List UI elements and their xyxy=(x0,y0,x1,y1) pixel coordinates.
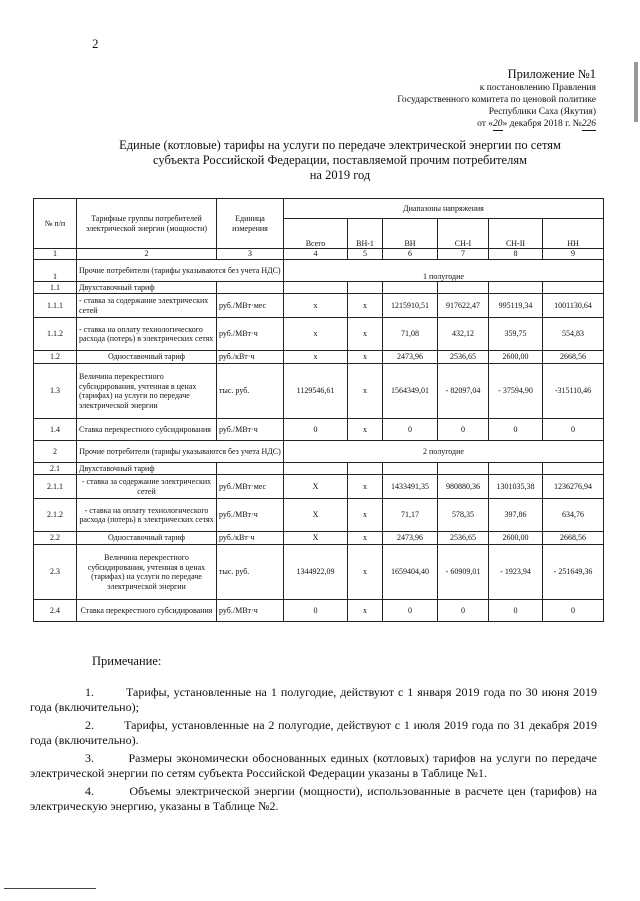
table-row xyxy=(34,499,604,532)
cell-sn1: 432,12 xyxy=(438,318,489,351)
notes-section xyxy=(30,654,597,817)
cell-total: Х xyxy=(284,475,348,499)
index-cell: 1 xyxy=(34,249,77,260)
cell-nn: 1236276,94 xyxy=(543,475,604,499)
cell-total: х xyxy=(284,351,348,364)
cell-sn2: 359,75 xyxy=(489,318,543,351)
row-num: 2.2 xyxy=(34,532,77,545)
appendix-block xyxy=(296,66,596,131)
document-title xyxy=(80,138,600,183)
cell-vn: 1659404,40 xyxy=(383,545,438,600)
row-num: 1.1.1 xyxy=(34,294,77,318)
cell-vn: 1215910,51 xyxy=(383,294,438,318)
row-num: 2.1 xyxy=(34,463,77,475)
appendix-line-1: к постановлению Правления xyxy=(479,83,596,93)
header-total: Всего xyxy=(284,219,348,249)
header-row xyxy=(34,199,604,219)
tariff-table xyxy=(33,198,604,622)
index-cell: 4 xyxy=(284,249,348,260)
two-part-row xyxy=(34,463,604,475)
cell-vn: 2473,96 xyxy=(383,351,438,364)
date-day: 20 xyxy=(493,119,503,129)
header-ranges: Диапазоны напряжения xyxy=(284,199,604,219)
cell-vn1: х xyxy=(348,532,383,545)
note-item: 1. Тарифы, установленные на 1 полугодие, действуют с 1 января 2019 года по 30 июня 2019 года (включительно); xyxy=(30,685,597,714)
cell-vn1: х xyxy=(348,318,383,351)
cell-nn: 634,76 xyxy=(543,499,604,532)
row-name: Ставка перекрестного субсидирования xyxy=(77,419,217,441)
table-row xyxy=(34,600,604,622)
row-name: - ставка на оплату технологического расхода (потерь) в электрических сетях xyxy=(77,499,217,532)
row-name: Ставка перекрестного субсидирования xyxy=(77,600,217,622)
index-cell: 6 xyxy=(383,249,438,260)
header-sn1: СН-I xyxy=(438,219,489,249)
row-unit: руб./кВт·ч xyxy=(217,532,284,545)
cell-sn1: - 82097,04 xyxy=(438,364,489,419)
section-name: Прочие потребители (тарифы указываются без учета НДС) xyxy=(77,260,284,282)
cell-sn1: - 60909,01 xyxy=(438,545,489,600)
index-cell: 5 xyxy=(348,249,383,260)
title-line-2: субъекта Российской Федерации, поставляемой прочим потребителям xyxy=(153,153,527,167)
cell-total: 1129546,61 xyxy=(284,364,348,419)
cell-vn: 1433491,35 xyxy=(383,475,438,499)
row-num: 2.3 xyxy=(34,545,77,600)
cell-nn: - 251649,36 xyxy=(543,545,604,600)
cell-sn1: 917622,47 xyxy=(438,294,489,318)
cell-nn: 2668,56 xyxy=(543,532,604,545)
header-unit: Единица измерения xyxy=(217,199,284,249)
cell-nn: -315110,46 xyxy=(543,364,604,419)
cell-vn1: х xyxy=(348,294,383,318)
row-unit: тыс. руб. xyxy=(217,545,284,600)
table-row xyxy=(34,419,604,441)
cell-sn2: 995119,34 xyxy=(489,294,543,318)
date-number: 226 xyxy=(581,119,596,129)
table-row xyxy=(34,351,604,364)
page-number: 2 xyxy=(92,36,99,51)
index-cell: 7 xyxy=(438,249,489,260)
cell-vn1: х xyxy=(348,351,383,364)
section-row xyxy=(34,441,604,463)
table-row xyxy=(34,364,604,419)
appendix-date xyxy=(296,118,596,131)
appendix-line-2: Государственного комитета по ценовой политике xyxy=(397,95,596,105)
row-name: Двухставочный тариф xyxy=(77,463,217,475)
header-vn1: ВН-1 xyxy=(348,219,383,249)
cell-sn2: 397,86 xyxy=(489,499,543,532)
header-nn: НН xyxy=(543,219,604,249)
note-item: 2. Тарифы, установленные на 2 полугодие, действуют с 1 июля 2019 года по 31 декабря 2019 года (включительно). xyxy=(30,718,597,747)
row-unit: руб./МВт·ч xyxy=(217,499,284,532)
cell-sn1: 578,35 xyxy=(438,499,489,532)
cell-nn: 2668,56 xyxy=(543,351,604,364)
row-num: 2.4 xyxy=(34,600,77,622)
cell-vn: 0 xyxy=(383,600,438,622)
header-sn2: СН-II xyxy=(489,219,543,249)
section-row xyxy=(34,260,604,282)
section-period: 1 полугодие xyxy=(284,260,604,282)
row-name: Одноставочный тариф xyxy=(77,532,217,545)
table-row xyxy=(34,475,604,499)
cell-sn2: 2600,00 xyxy=(489,351,543,364)
cell-sn2: - 1923,94 xyxy=(489,545,543,600)
cell-vn: 1564349,01 xyxy=(383,364,438,419)
cell-nn: 1001130,64 xyxy=(543,294,604,318)
header-group: Тарифные группы потребителей электрической энергии (мощности) xyxy=(77,199,217,249)
cell-total: 0 xyxy=(284,600,348,622)
note-item: 3. Размеры экономически обоснованных единых (котловых) тарифов на услуги по передаче электрической энергии по сетям субъекта Российской Федерации указаны в Таблице №1. xyxy=(30,751,597,780)
cell-nn: 554,83 xyxy=(543,318,604,351)
row-name: Двухставочный тариф xyxy=(77,282,217,294)
two-part-row xyxy=(34,282,604,294)
section-period: 2 полугодие xyxy=(284,441,604,463)
scan-edge-mark xyxy=(634,62,638,122)
row-num: 1.3 xyxy=(34,364,77,419)
footer-divider xyxy=(4,888,96,889)
row-name: Величина перекрестного субсидирования, учтенная в ценах (тарифах) на услуги по передаче электрической энергии xyxy=(77,545,217,600)
date-mid: » декабря 2018 г. № xyxy=(502,119,582,129)
cell-vn1: х xyxy=(348,364,383,419)
title-line-1: Единые (котловые) тарифы на услуги по передаче электрической энергии по сетям xyxy=(119,138,561,152)
row-num: 1.4 xyxy=(34,419,77,441)
cell-sn1: 980880,36 xyxy=(438,475,489,499)
row-name: - ставка за содержание электрических сетей xyxy=(77,475,217,499)
index-cell: 2 xyxy=(77,249,217,260)
row-name: Величина перекрестного субсидирования, учтенная в ценах (тарифах) на услуги по передаче электрической энергии xyxy=(77,364,217,419)
table-row xyxy=(34,532,604,545)
row-unit: руб./кВт·ч xyxy=(217,351,284,364)
cell-sn2: 0 xyxy=(489,419,543,441)
row-num: 2.1.2 xyxy=(34,499,77,532)
row-unit: тыс. руб. xyxy=(217,364,284,419)
table-row xyxy=(34,318,604,351)
cell-vn1: х xyxy=(348,419,383,441)
index-cell: 9 xyxy=(543,249,604,260)
appendix-line-3: Республики Саха (Якутия) xyxy=(488,107,596,117)
row-unit: руб./МВт·ч xyxy=(217,419,284,441)
cell-vn1: х xyxy=(348,475,383,499)
cell-nn: 0 xyxy=(543,419,604,441)
row-name: Одноставочный тариф xyxy=(77,351,217,364)
row-num: 1.1.2 xyxy=(34,318,77,351)
row-unit: руб./МВт·мес xyxy=(217,294,284,318)
row-name: - ставка на оплату технологического расхода (потерь) в электрических сетях xyxy=(77,318,217,351)
header-num: № п/п xyxy=(34,199,77,249)
index-cell: 3 xyxy=(217,249,284,260)
cell-total: Х xyxy=(284,532,348,545)
cell-total: х xyxy=(284,318,348,351)
section-num: 2 xyxy=(34,441,77,463)
row-num: 2.1.1 xyxy=(34,475,77,499)
row-unit: руб./МВт·мес xyxy=(217,475,284,499)
cell-nn: 0 xyxy=(543,600,604,622)
cell-vn: 2473,96 xyxy=(383,532,438,545)
cell-sn2: 0 xyxy=(489,600,543,622)
date-prefix: от « xyxy=(477,119,494,129)
cell-total: 1344922,09 xyxy=(284,545,348,600)
header-vn: ВН xyxy=(383,219,438,249)
row-num: 1.1 xyxy=(34,282,77,294)
row-unit: руб./МВт·ч xyxy=(217,600,284,622)
cell-sn2: 1301035,38 xyxy=(489,475,543,499)
cell-total: 0 xyxy=(284,419,348,441)
cell-vn: 71,17 xyxy=(383,499,438,532)
cell-sn2: - 37594,90 xyxy=(489,364,543,419)
cell-vn1: х xyxy=(348,545,383,600)
cell-sn1: 0 xyxy=(438,600,489,622)
cell-vn: 0 xyxy=(383,419,438,441)
cell-vn1: х xyxy=(348,600,383,622)
cell-total: Х xyxy=(284,499,348,532)
cell-sn1: 2536,65 xyxy=(438,351,489,364)
index-cell: 8 xyxy=(489,249,543,260)
section-name: Прочие потребители (тарифы указываются без учета НДС) xyxy=(77,441,284,463)
note-item: 4. Объемы электрической энергии (мощности), использованные в расчете цен (тарифов) на электрическую энергию, указаны в Таблице №2. xyxy=(30,784,597,813)
cell-sn1: 0 xyxy=(438,419,489,441)
section-num: 1 xyxy=(34,260,77,282)
notes-heading: Примечание: xyxy=(92,654,162,668)
row-num: 1.2 xyxy=(34,351,77,364)
cell-sn2: 2600,00 xyxy=(489,532,543,545)
cell-total: х xyxy=(284,294,348,318)
row-unit: руб./МВт·ч xyxy=(217,318,284,351)
title-line-3: на 2019 год xyxy=(309,168,371,182)
cell-sn1: 2536,65 xyxy=(438,532,489,545)
index-row xyxy=(34,249,604,260)
cell-vn: 71,08 xyxy=(383,318,438,351)
cell-vn1: х xyxy=(348,499,383,532)
appendix-title: Приложение №1 xyxy=(507,67,596,81)
table-row xyxy=(34,545,604,600)
table-row xyxy=(34,294,604,318)
row-name: - ставка за содержание электрических сетей xyxy=(77,294,217,318)
